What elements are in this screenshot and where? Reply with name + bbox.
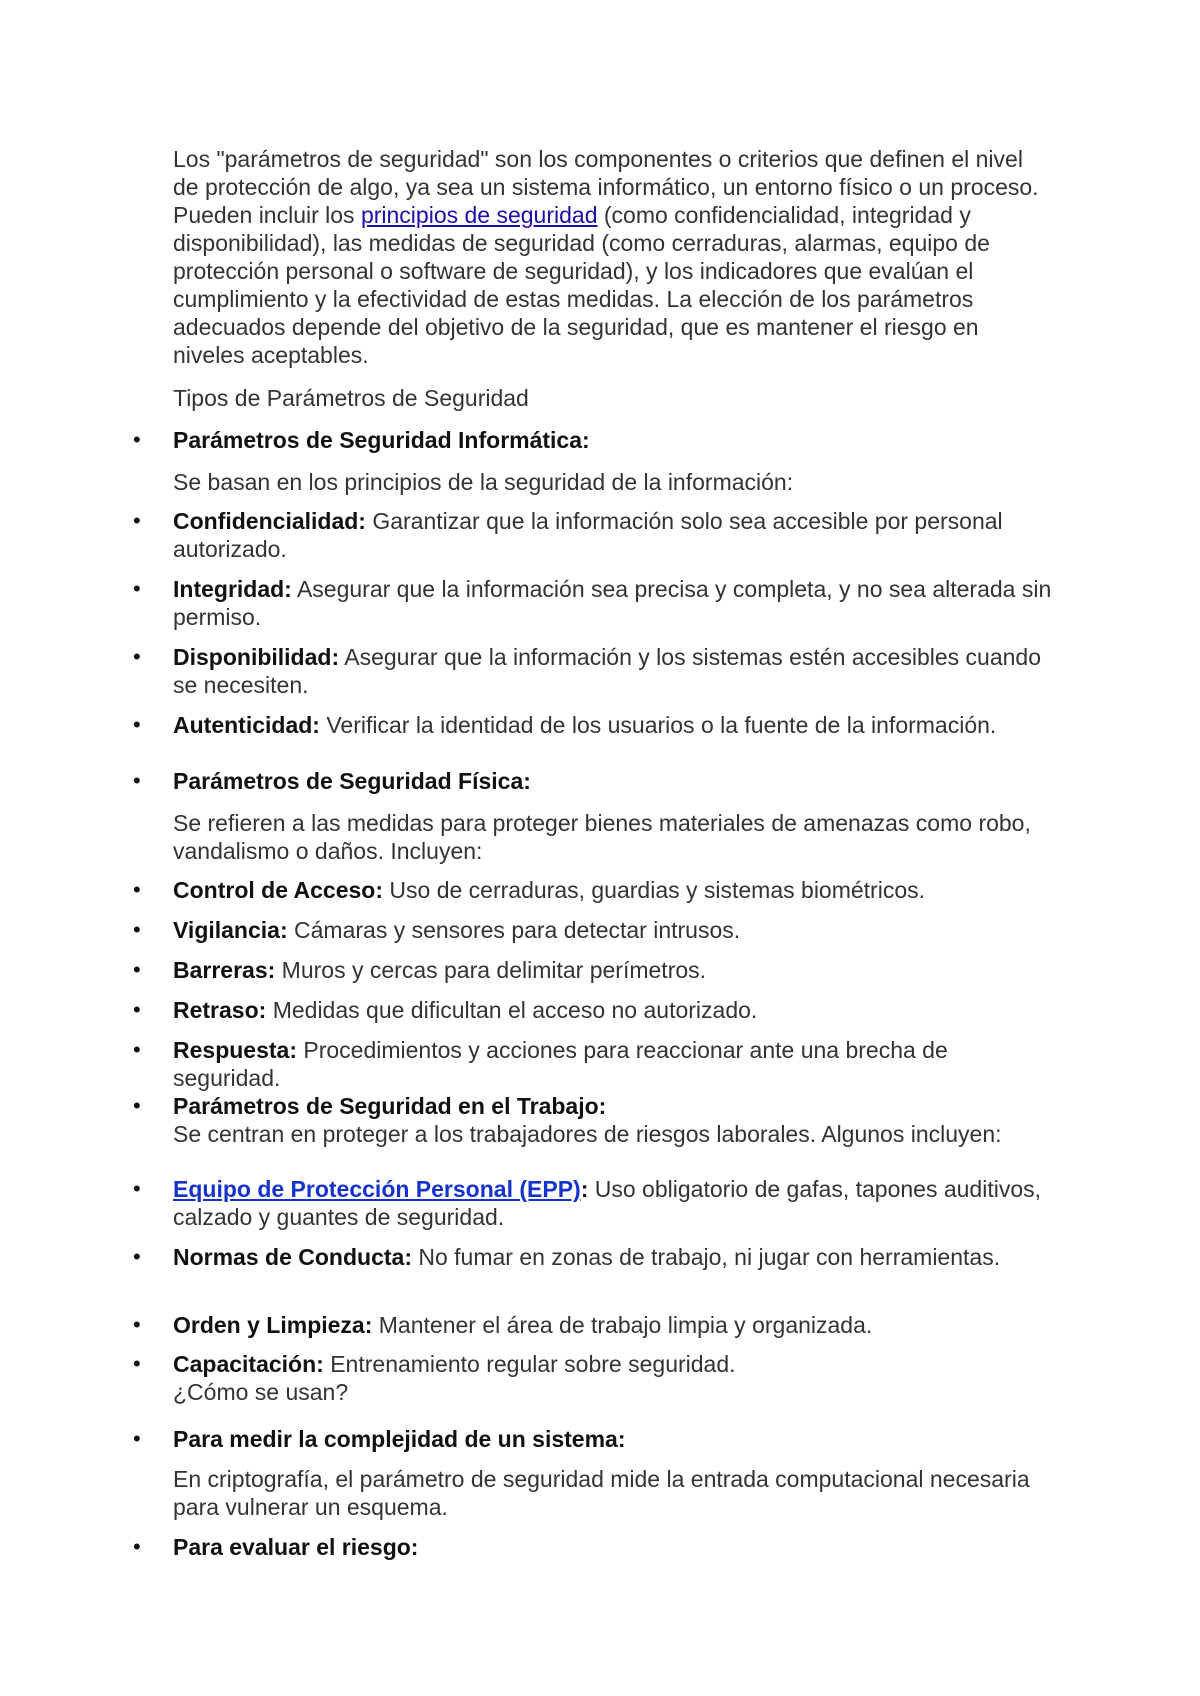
complejidad-title: Para medir la complejidad de un sistema: (173, 1426, 626, 1452)
epp-link[interactable]: Equipo de Protección Personal (EPP) (173, 1176, 581, 1202)
item-label: Retraso: (173, 997, 267, 1023)
bullet-icon: • (133, 768, 141, 793)
list-item (133, 507, 1053, 563)
list-item (133, 876, 1053, 904)
intro-paragraph (173, 145, 1053, 369)
bullet-icon: • (133, 1426, 141, 1451)
item-label: Integridad: (173, 576, 292, 602)
item-text: Entrenamiento regular sobre seguridad. (323, 1351, 736, 1377)
list-item (133, 575, 1053, 631)
bullet-icon: • (133, 877, 141, 902)
bullet-icon: • (133, 712, 141, 737)
fisica-desc: Se refieren a las medidas para proteger bienes materiales de amenazas como robo, vandalismo o daños. Incluyen: (173, 810, 1031, 864)
informatica-title: Parámetros de Seguridad Informática: (173, 427, 590, 453)
item-text: Asegurar que la información y los sistemas estén accesibles cuando se necesiten. (173, 644, 1041, 698)
bullet-icon: • (133, 644, 141, 669)
list-item (133, 1350, 1053, 1378)
item-label: Capacitación: (173, 1351, 324, 1377)
item-text: Procedimientos y acciones para reaccionar ante una brecha de seguridad. (173, 1037, 948, 1091)
bullet-icon: • (133, 576, 141, 601)
item-text: Asegurar que la información sea precisa y completa, y no sea alterada sin permiso. (173, 576, 1052, 630)
bullet-icon: • (133, 1037, 141, 1062)
bullet-icon: • (133, 1312, 141, 1337)
intro-text-2: (como confidencialidad, integridad y disponibilidad), las medidas de seguridad (como cerraduras, alarmas, equipo de protección personal o software de seguridad), y los indicadores que evalúan el cumplimiento y la efectividad de estas medidas. La elección de los parámetros adecuados depende del objetivo de la seguridad, que es mantener el riesgo en niveles aceptables. (173, 202, 990, 368)
principios-link[interactable]: principios de seguridad (360, 202, 598, 228)
bullet-icon: • (133, 1176, 141, 1201)
bullet-icon: • (133, 1093, 141, 1118)
epp-colon: : (580, 1176, 589, 1202)
epp-text: Uso obligatorio de gafas, tapones auditivos, calzado y guantes de seguridad. (173, 1176, 1041, 1230)
list-item (133, 1036, 1053, 1092)
list-item (133, 1311, 1053, 1339)
intro-text-1: Los "parámetros de seguridad" son los componentes o criterios que definen el nivel de protección de algo, ya sea un sistema informático, un entorno físico o un proceso. Pueden incluir los (173, 146, 1039, 228)
bullet-icon: • (133, 997, 141, 1022)
informatica-desc: Se basan en los principios de la seguridad de la información: (173, 469, 794, 495)
item-text: Uso de cerraduras, guardias y sistemas biométricos. (383, 877, 926, 903)
item-label: Disponibilidad: (173, 644, 340, 670)
list-item-fisica (133, 767, 1053, 795)
bullet-icon: • (133, 957, 141, 982)
item-text: Mantener el área de trabajo limpia y organizada. (372, 1312, 873, 1338)
list-item-epp (133, 1175, 1053, 1231)
item-text: Medidas que dificultan el acceso no autorizado. (266, 997, 758, 1023)
item-label: Autenticidad: (173, 712, 320, 738)
list-item (133, 916, 1053, 944)
item-label: Control de Acceso: (173, 877, 384, 903)
item-text: Cámaras y sensores para detectar intrusos. (287, 917, 741, 943)
list-item (133, 996, 1053, 1024)
list-item-riesgo (133, 1533, 1053, 1561)
list-item (133, 956, 1053, 984)
how-used-text: ¿Cómo se usan? (173, 1379, 349, 1405)
item-text: Verificar la identidad de los usuarios o la fuente de la información. (319, 712, 997, 738)
bullet-icon: • (133, 1351, 141, 1376)
list-item-complejidad (133, 1425, 1053, 1453)
item-label: Normas de Conducta: (173, 1244, 412, 1270)
item-label: Confidencialidad: (173, 508, 366, 534)
list-item (133, 711, 1053, 739)
item-label: Orden y Limpieza: (173, 1312, 373, 1338)
item-label: Respuesta: (173, 1037, 297, 1063)
complejidad-desc: En criptografía, el parámetro de seguridad mide la entrada computacional necesaria para vulnerar un esquema. (173, 1466, 1030, 1520)
fisica-title: Parámetros de Seguridad Física: (173, 768, 531, 794)
list-item (133, 1243, 1053, 1271)
bullet-icon: • (133, 508, 141, 533)
bullet-icon: • (133, 917, 141, 942)
trabajo-title: Parámetros de Seguridad en el Trabajo: (173, 1093, 607, 1119)
list-item (133, 643, 1053, 699)
item-text: No fumar en zonas de trabajo, ni jugar con herramientas. (411, 1244, 1001, 1270)
list-item-trabajo (133, 1092, 1053, 1120)
types-heading: Tipos de Parámetros de Seguridad (173, 385, 529, 411)
list-item-informatica (133, 426, 1053, 454)
item-text: Muros y cercas para delimitar perímetros. (275, 957, 707, 983)
bullet-icon: • (133, 427, 141, 452)
item-label: Vigilancia: (173, 917, 288, 943)
bullet-icon: • (133, 1534, 141, 1559)
trabajo-desc: Se centran en proteger a los trabajadores de riesgos laborales. Algunos incluyen: (173, 1121, 1002, 1147)
bullet-icon: • (133, 1244, 141, 1269)
item-label: Barreras: (173, 957, 276, 983)
riesgo-title: Para evaluar el riesgo: (173, 1534, 419, 1560)
item-text: Garantizar que la información solo sea accesible por personal autorizado. (173, 508, 1003, 562)
